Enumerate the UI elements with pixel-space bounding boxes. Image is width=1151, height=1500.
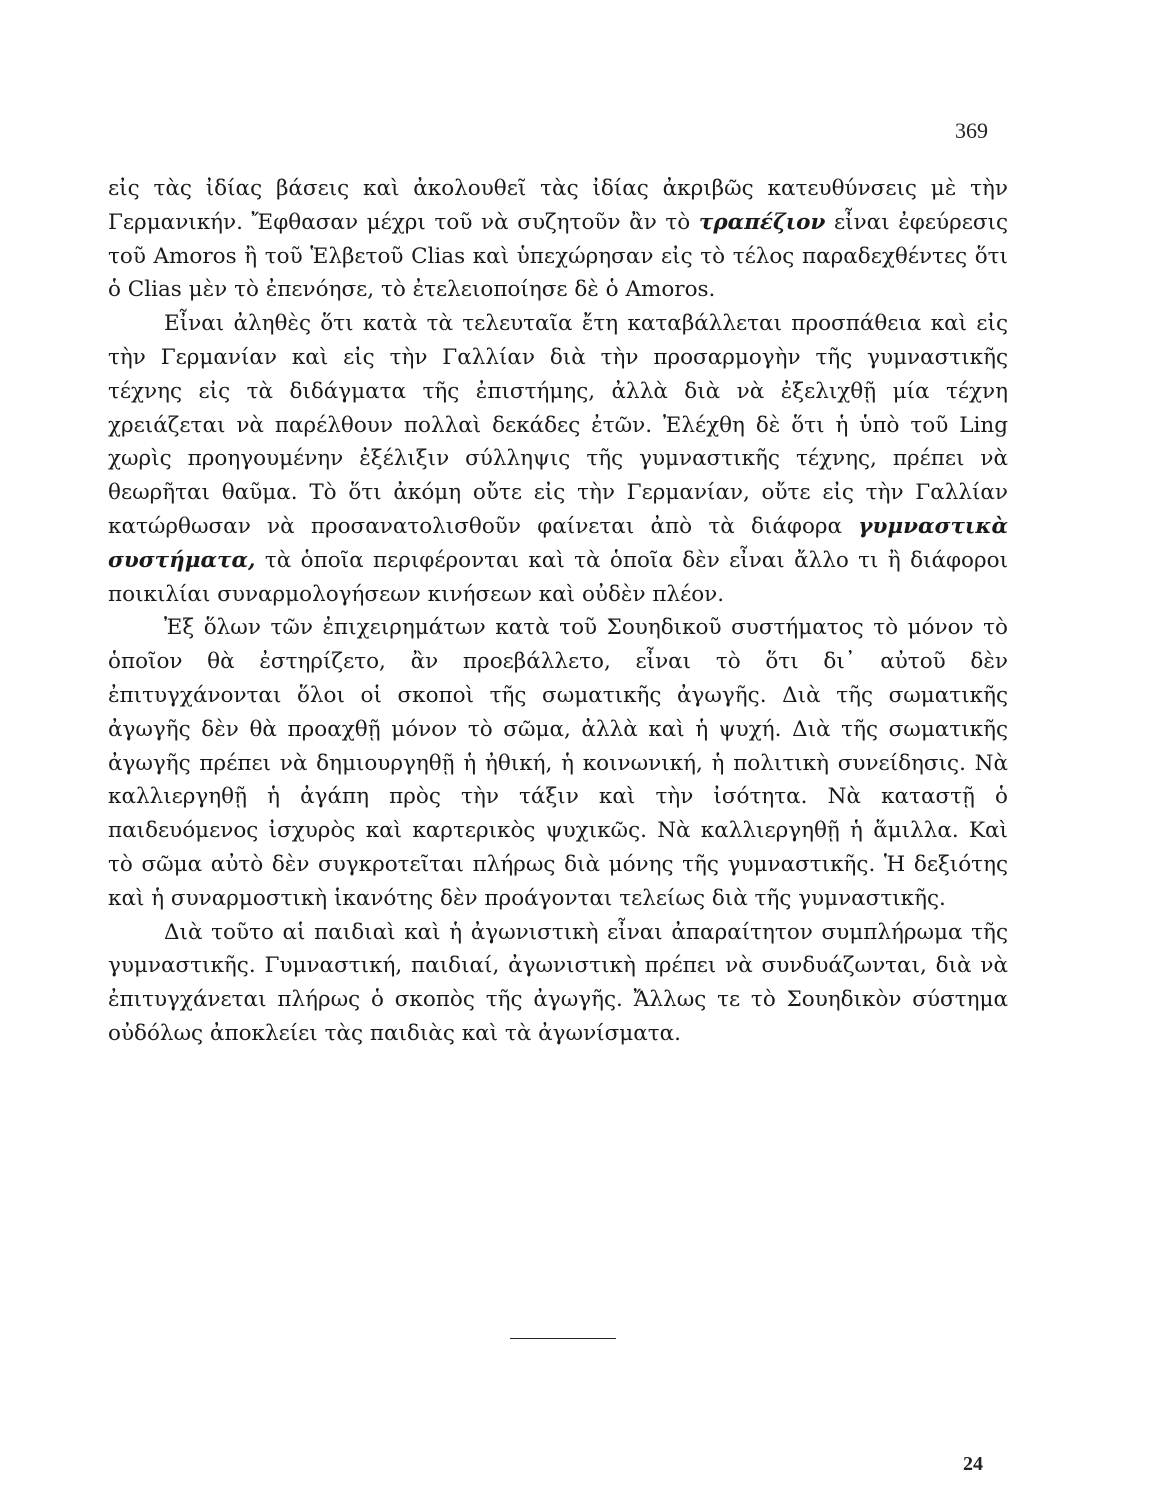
page-number: 369: [955, 118, 988, 143]
emphasized-term: τραπέζιον: [698, 209, 826, 235]
text-segment: Εἶναι ἀληθὲς ὅτι κατὰ τὰ τελευταῖα ἔτη καταβάλλεται προσπάθεια καὶ εἰς τὴν Γερμανίαν καὶ εἰς τὴν Γαλλίαν διὰ τὴν προσαρμογὴν τῆς γυμναστικῆς τέχνης εἰς τὰ διδάγματα τῆς ἐπιστήμης, ἀλλὰ διὰ νὰ ἐξελιχθῇ μία τέχνη χρειάζεται νὰ παρέλθουν πολλαὶ δεκάδες ἐτῶν. Ἐλέχθη δὲ ὅτι ἡ ὑπὸ τοῦ Ling χωρὶς προηγουμένην ἐξέλιξιν σύλληψις τῆς γυμναστικῆς τέχνης, πρέπει νὰ θεωρῆται θαῦμα. Τὸ ὅτι ἀκόμη οὔτε εἰς τὴν Γερμανίαν, οὔτε εἰς τὴν Γαλλίαν κατώρθωσαν νὰ προσανατολισθοῦν φαίνεται ἀπὸ τὰ διάφορα: [108, 311, 1008, 539]
paragraph-p3: [108, 611, 1008, 915]
paragraph-p1: [108, 172, 1008, 307]
emphasized-term: γυμναστικὰ συστήματα,: [108, 513, 1008, 573]
text-segment: τὰ ὁποῖα περιφέρονται καὶ τὰ ὁποῖα δὲν εἶναι ἄλλο τι ἢ διάφοροι ποικιλίαι συναρμολογήσεων κινήσεων καὶ οὐδὲν πλέον.: [108, 547, 1008, 607]
body-text: [108, 172, 1008, 1051]
text-segment: εἶναι ἐφεύρεσις τοῦ Amoros ἢ τοῦ Ἑλβετοῦ Clias καὶ ὑπεχώρησαν εἰς τὸ τέλος παραδεχθέντες ὅτι ὁ Clias μὲν τὸ ἐπενόησε, τὸ ἐτελειοποίησε δὲ ὁ Amoros.: [108, 209, 1008, 303]
text-segment: Διὰ τοῦτο αἱ παιδιαὶ καὶ ἡ ἀγωνιστικὴ εἶναι ἀπαραίτητον συμπλήρωμα τῆς γυμναστικῆς. Γυμναστική, παιδιαί, ἀγωνιστικὴ πρέπει νὰ συνδυάζωνται, διὰ νὰ ἐπιτυγχάνεται πλήρως ὁ σκοπὸς τῆς ἀγωγῆς. Ἄλλως τε τὸ Σουηδικὸν σύστημα οὐδόλως ἀποκλείει τὰς παιδιὰς καὶ τὰ ἀγωνίσματα.: [108, 919, 1008, 1046]
text-segment: εἰς τὰς ἰδίας βάσεις καὶ ἀκολουθεῖ τὰς ἰδίας ἀκριβῶς κατευθύνσεις μὲ τὴν Γερμανικήν. Ἔφθασαν μέχρι τοῦ νὰ συζητοῦν ἂν τὸ: [108, 176, 1008, 235]
section-end-rule: [510, 1338, 616, 1339]
paragraph-p4: [108, 916, 1008, 1051]
signature-mark: 24: [963, 1453, 983, 1475]
text-segment: Ἐξ ὅλων τῶν ἐπιχειρημάτων κατὰ τοῦ Σουηδικοῦ συστήματος τὸ μόνον τὸ ὁποῖον θὰ ἐστηρίζετο, ἂν προεβάλλετο, εἶναι τὸ ὅτι δι᾽ αὐτοῦ δὲν ἐπιτυγχάνονται ὅλοι οἱ σκοποὶ τῆς σωματικῆς ἀγωγῆς. Διὰ τῆς σωματικῆς ἀγωγῆς δὲν θὰ προαχθῇ μόνον τὸ σῶμα, ἀλλὰ καὶ ἡ ψυχή. Διὰ τῆς σωματικῆς ἀγωγῆς πρέπει νὰ δημιουργηθῇ ἡ ἠθική, ἡ κοινωνική, ἡ πολιτικὴ συνείδησις. Νὰ καλλιεργηθῇ ἡ ἀγάπη πρὸς τὴν τάξιν καὶ τὴν ἰσότητα. Νὰ καταστῇ ὁ παιδευόμενος ἰσχυρὸς καὶ καρτερικὸς ψυχικῶς. Νὰ καλλιεργηθῇ ἡ ἅμιλλα. Καὶ τὸ σῶμα αὐτὸ δὲν συγκροτεῖται πλήρως διὰ μόνης τῆς γυμναστικῆς. Ἡ δεξιότης καὶ ἡ συναρμοστικὴ ἱκανότης δὲν προάγονται τελείως διὰ τῆς γυμναστικῆς.: [108, 615, 1008, 911]
paragraph-p2: [108, 307, 1008, 611]
